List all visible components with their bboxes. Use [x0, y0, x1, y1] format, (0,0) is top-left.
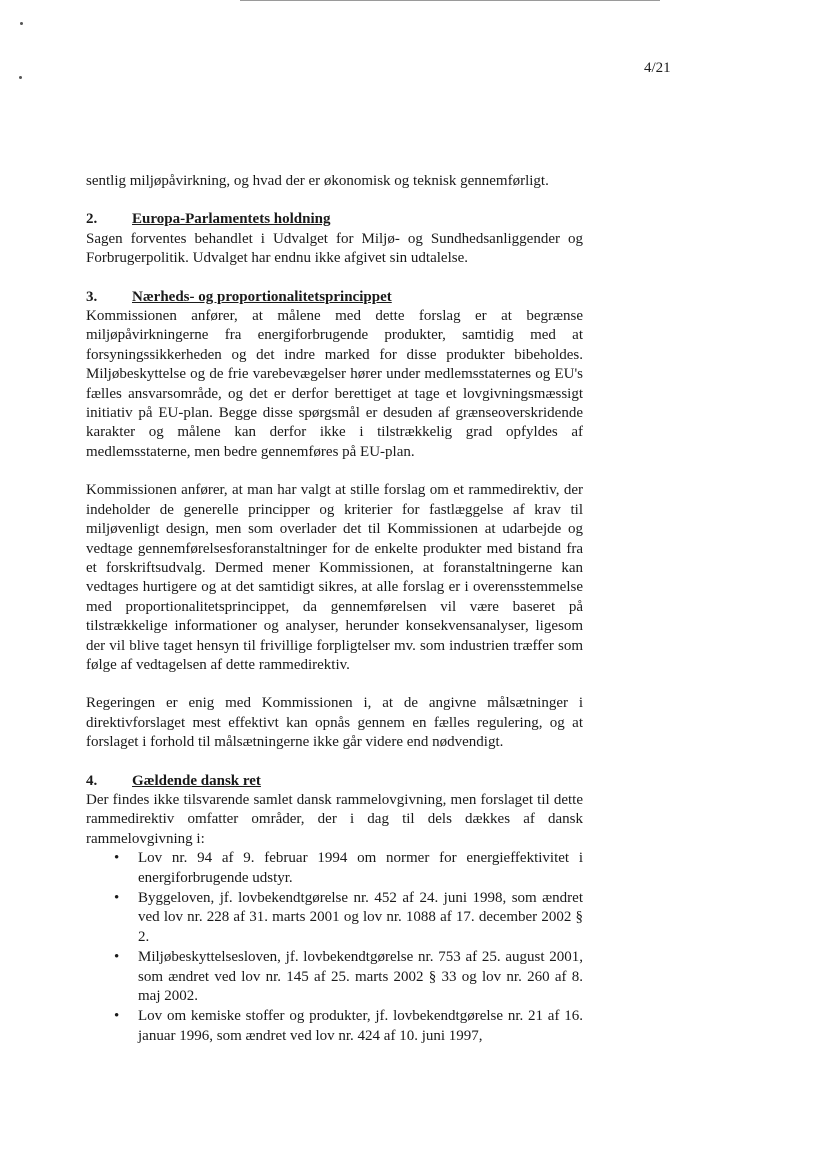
- list-item-text: Lov om kemiske stoffer og produkter, jf. lovbekendtgørelse nr. 21 af 16. januar 1996, som ændret ved lov nr. 424 af 10. juni 1997,: [138, 1008, 583, 1044]
- section-paragraph: Kommissionen anfører, at målene med dette forslag er at begrænse miljøpåvirkningerne fra energiforbrugende produkter, samtidig med at forsyningssikkerheden og det indre marked for disse produkter bibeholdes. Miljøbeskyttelse og de frie varebevægelser hører under medlemsstaternes og EU's fælles ansvarsområde, og det er derfor berettiget at tage et lovgivningsmæssigt initiativ på EU-plan. Begge disse spørgsmål er desuden af grænseoverskridende karakter og målene kan derfor ikke i tilstrækkelig grad opfyldes af medlemsstaterne, men bedre gennemføres på EU-plan.: [86, 308, 583, 460]
- section-number: 3.: [86, 288, 98, 305]
- list-item: [86, 849, 583, 888]
- list-item-text: Byggeloven, jf. lovbekendtgørelse nr. 452 af 24. juni 1998, som ændret ved lov nr. 228 af 31. marts 2001 og lov nr. 1088 af 17. december 2002 § 2.: [138, 890, 583, 945]
- section-4: [86, 772, 583, 1047]
- section-paragraph: Sagen forventes behandlet i Udvalget for Miljø- og Sundhedsanliggender og Forbrugerpolitik. Udvalget har endnu ikke afgivet sin udtalelse.: [86, 230, 583, 267]
- section-title: Gældende dansk ret: [132, 772, 261, 789]
- section-number: 4.: [86, 772, 98, 789]
- legislation-list: [86, 849, 583, 1046]
- intro-paragraph: sentlig miljøpåvirkning, og hvad der er økonomisk og teknisk gennemførligt.: [86, 173, 549, 189]
- section-number: 2.: [86, 211, 98, 228]
- list-item: [86, 948, 583, 1006]
- section-heading: [86, 288, 583, 307]
- page-number: 4/21: [644, 60, 671, 76]
- section-paragraph: Der findes ikke tilsvarende samlet dansk rammelovgivning, men forslaget til dette rammedirektiv omfatter områder, der i dag til dels dækkes af dansk rammelovgivning i:: [86, 791, 583, 847]
- section-paragraph: Regeringen er enig med Kommissionen i, at de angivne målsætninger i direktivforslaget mest effektivt kan opnås gennem en fælles regulering, og at forslaget i forhold til målsætningerne ikke går videre end nødvendigt.: [86, 695, 583, 751]
- section-3: [86, 288, 583, 463]
- scan-speck: [19, 76, 22, 79]
- section-2: [86, 210, 583, 268]
- scan-edge-line: [240, 0, 660, 1]
- bullet-icon: •: [114, 890, 120, 906]
- section-title: Nærheds- og proportionalitetsprincippet: [132, 288, 392, 305]
- section-heading: [86, 772, 583, 791]
- section-heading: [86, 210, 583, 229]
- bullet-icon: •: [114, 850, 120, 867]
- scan-speck: [20, 22, 23, 25]
- section-paragraph: Kommissionen anfører, at man har valgt at stille forslag om et rammedirektiv, der indeholder de generelle principper og kriterier for fastlæggelse af krav til miljøvenligt design, men som overlader det til Kommissionen at udarbejde og vedtage gennemførelsesforanstaltninger for de enkelte produkter med bistand fra et forskriftsudvalg. Dermed mener Kommissionen, at foranstaltningerne kan vedtages hurtigere og at det samtidigt sikres, at alle forslag er i overensstemmelse med proportionalitetsprincippet, da gennemførelsen vil være baseret på tilstrækkelige informationer og analyser, herunder konsekvensanalyser, ligesom der vil blive taget hensyn til frivillige forpligtelser mv. som industrien træffer som følge af vedtagelsen af dette rammedirektiv.: [86, 482, 583, 673]
- document-body: [86, 172, 583, 1047]
- bullet-icon: •: [114, 1008, 120, 1025]
- list-item: [86, 1007, 583, 1046]
- list-item-text: Miljøbeskyttelsesloven, jf. lovbekendtgørelse nr. 753 af 25. august 2001, som ændret ved lov nr. 145 af 25. marts 2002 § 33 og lov nr. 260 af 8. maj 2002.: [138, 949, 583, 1005]
- section-title: Europa-Parlamentets holdning: [132, 211, 331, 228]
- list-item-text: Lov nr. 94 af 9. februar 1994 om normer for energieffektivitet i energiforbrugende udstyr.: [138, 850, 583, 886]
- list-item: [86, 889, 583, 947]
- bullet-icon: •: [114, 949, 120, 966]
